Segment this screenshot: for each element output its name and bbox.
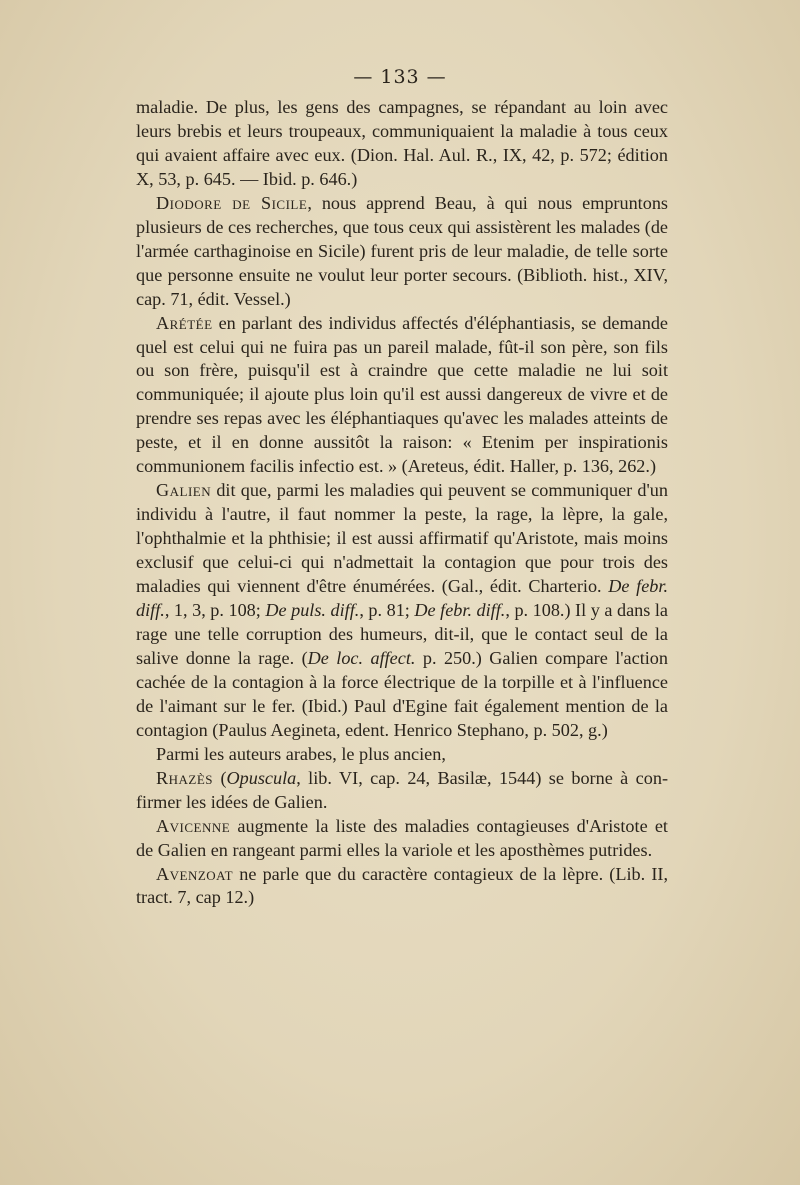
text-run: dit que, parmi les maladies qui peuvent se communiquer d'un individu à l'autre, il faut nommer la peste, la rage, la lèpre, la gale, l'ophthalmie et la phthisie; il est aussi affirmatif qu'Aristote, mais moins exclusif que celui-ci qui n'admettait la contagion que pour trois des maladies qui viennent d'être énumérées. (Gal., édit. Charterio.: [136, 480, 668, 597]
text-run: , nous apprend Beau, à qui nous empruntons plusieurs de ces recherches, que tous ceux qui assistèrent les malades (de l'armée carthaginoise en Sicile) furent pris de leur maladie, de telle sorte que personne ensuite ne voulut leur porter secours. (Biblioth. hist., XIV, cap. 71, édit. Vessel.): [136, 192, 668, 309]
italic-citation: De febr. diff.: [414, 600, 506, 621]
italic-citation: De febr. diff.: [136, 576, 668, 621]
text-run: , 1, 3, p. 108;: [164, 600, 266, 621]
text-run: en parlant des individus affectés d'éléphantiasis, se demande quel est celui qui ne fuira pas un pareil malade, fût-il son père, son fils ou son frère, puisqu'il est à craindre que cette maladie ne lui soit communiquée; il ajoute plus loin qu'il est aussi dangereux de vivre et de prendre ses repas avec les éléphantiaques qu'avec les malades atteints de peste, et il en donne aussitôt la raison: « Etenim per inspirationis communionem facilis infectio est. » (Areteus, édit. Haller, p. 136, 262.): [136, 312, 668, 477]
paragraph: [136, 96, 668, 192]
author-name: Avenzoat: [156, 863, 234, 884]
italic-citation: Opuscula: [226, 767, 297, 788]
paragraph: [136, 863, 668, 911]
author-name: Arétée: [156, 312, 213, 333]
page-body-text: [136, 96, 668, 910]
text-run: maladie. De plus, les gens des campagnes, se répandant au loin avec leurs brebis et leurs troupeaux, communiquaient la maladie à tous ceux qui avaient affaire avec eux. (Dion. Hal. Aul. R., IX, 42, p. 572; édition X, 53, p. 645. — Ibid. p. 646.): [136, 97, 668, 189]
author-name: Diodore de Sicile: [156, 192, 308, 213]
page-number: — 133 —: [353, 66, 447, 88]
paragraph: [136, 479, 668, 742]
author-name: Rhazès: [156, 767, 214, 788]
text-run: , lib. VI, cap. 24, Basilæ, 1544) se borne à confirmer les idées de Galien.: [136, 767, 668, 812]
italic-citation: De loc. affect.: [307, 647, 416, 668]
author-name: Galien: [156, 480, 212, 501]
paragraph: [136, 815, 668, 863]
author-name: Avicenne: [156, 815, 231, 836]
paragraph: [136, 312, 668, 480]
paragraph: [136, 743, 668, 767]
text-run: , p. 108.) Il y a dans la rage une telle corruption des humeurs, dit-il, que le contact seul de la salive donne la rage. (: [136, 600, 668, 668]
paragraph: [136, 192, 668, 312]
text-run: ne parle que du caractère contagieux de la lèpre. (Lib. II, tract. 7, cap 12.): [136, 863, 668, 908]
text-run: augmente la liste des maladies contagieuses d'Aristote et de Galien en rangeant parmi elles la variole et les aposthèmes putrides.: [136, 815, 668, 860]
text-run: , p. 81;: [359, 600, 415, 621]
text-run: p. 250.) Galien compare l'action cachée de la contagion à la force électrique de la torpille et à l'influence de l'aimant sur le fer. (Ibid.) Paul d'Egine fait également mention de la contagion (Paulus Aegineta, edent. Henrico Stephano, p. 502, g.): [136, 647, 668, 740]
text-run: (: [213, 767, 227, 788]
text-run: Parmi les auteurs arabes, le plus ancien,: [156, 743, 446, 764]
italic-citation: De puls. diff.: [265, 600, 360, 621]
paragraph: [136, 767, 668, 815]
